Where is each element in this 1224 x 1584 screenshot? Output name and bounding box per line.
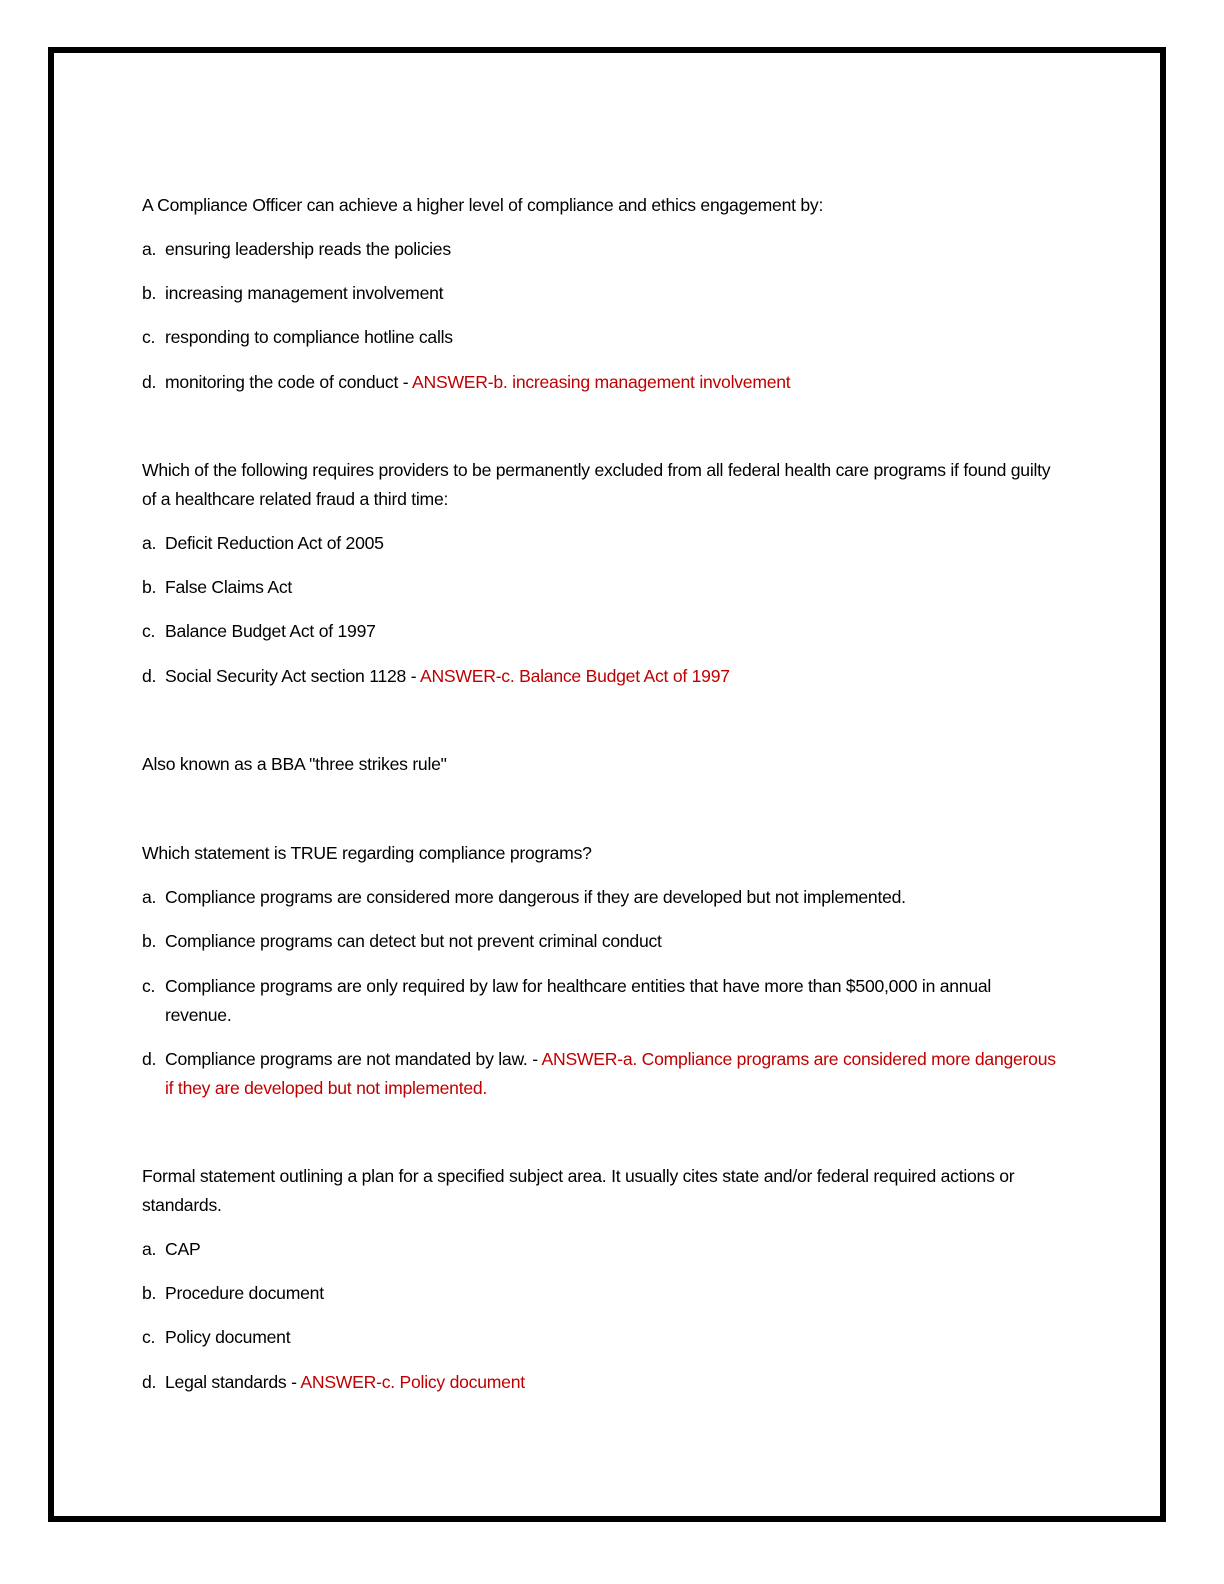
option [142,1323,1062,1352]
answer-text: ANSWER-c. Policy document [300,1372,525,1392]
option-label: d. [142,372,157,392]
option-text: Deficit Reduction Act of 2005 [165,533,384,553]
option [142,529,1062,558]
option [142,972,1062,1029]
option-text: Compliance programs are considered more dangerous if they are developed but not implemented. [165,887,906,907]
option-label: b. [142,283,157,303]
option [142,1235,1062,1264]
option-label: a. [142,887,157,907]
option [142,368,1062,397]
option [142,1279,1062,1308]
option [142,235,1062,264]
option [142,323,1062,352]
option [142,1368,1062,1397]
option-text: Procedure document [165,1283,324,1303]
option-text: Balance Budget Act of 1997 [165,621,376,641]
option [142,883,1082,912]
option-label: a. [142,239,157,259]
answer-text: ANSWER-a. Compliance programs are considered more dangerous if they are developed but not implemented. [165,1049,1056,1098]
option-label: b. [142,1283,157,1303]
answer-note: Also known as a BBA "three strikes rule" [142,754,447,774]
option-text: increasing management involvement [165,283,444,303]
option-label: c. [142,1327,156,1347]
option [142,617,1062,646]
option-text: monitoring the code of conduct - [165,372,413,392]
option-text: CAP [165,1239,201,1259]
question-stem: A Compliance Officer can achieve a higher level of compliance and ethics engagement by: [142,195,824,215]
answer-text: ANSWER-c. Balance Budget Act of 1997 [419,666,730,686]
option-text: Compliance programs can detect but not prevent criminal conduct [165,931,662,951]
option-text: ensuring leadership reads the policies [165,239,451,259]
option-label: d. [142,1372,157,1392]
option-label: b. [142,931,157,951]
option-text: Compliance programs are not mandated by law. - [165,1049,542,1069]
option-label: d. [142,1049,157,1069]
question-stem: Which of the following requires providers to be permanently excluded from all federal health care programs if found guilty of a healthcare related fraud a third time: [142,460,1051,509]
option-text: responding to compliance hotline calls [165,327,453,347]
option [142,573,1062,602]
option-label: c. [142,621,156,641]
question-stem: Formal statement outlining a plan for a specified subject area. It usually cites state and/or federal required actions or standards. [142,1166,1015,1215]
option-text: Policy document [165,1327,291,1347]
option [142,1045,1062,1102]
option-text: Social Security Act section 1128 - [165,666,420,686]
option-label: a. [142,1239,157,1259]
option-text: Legal standards - [165,1372,301,1392]
option-text: False Claims Act [165,577,293,597]
option-label: c. [142,976,156,996]
option-label: c. [142,327,156,347]
answer-text: ANSWER-b. increasing management involvement [412,372,791,392]
option-text: Compliance programs are only required by law for healthcare entities that have more than $500,000 in annual revenue. [165,976,992,1025]
option-label: b. [142,577,157,597]
question-stem: Which statement is TRUE regarding compliance programs? [142,843,592,863]
option [142,662,1062,691]
option-label: d. [142,666,157,686]
option [142,927,1062,956]
option [142,279,1062,308]
option-label: a. [142,533,157,553]
